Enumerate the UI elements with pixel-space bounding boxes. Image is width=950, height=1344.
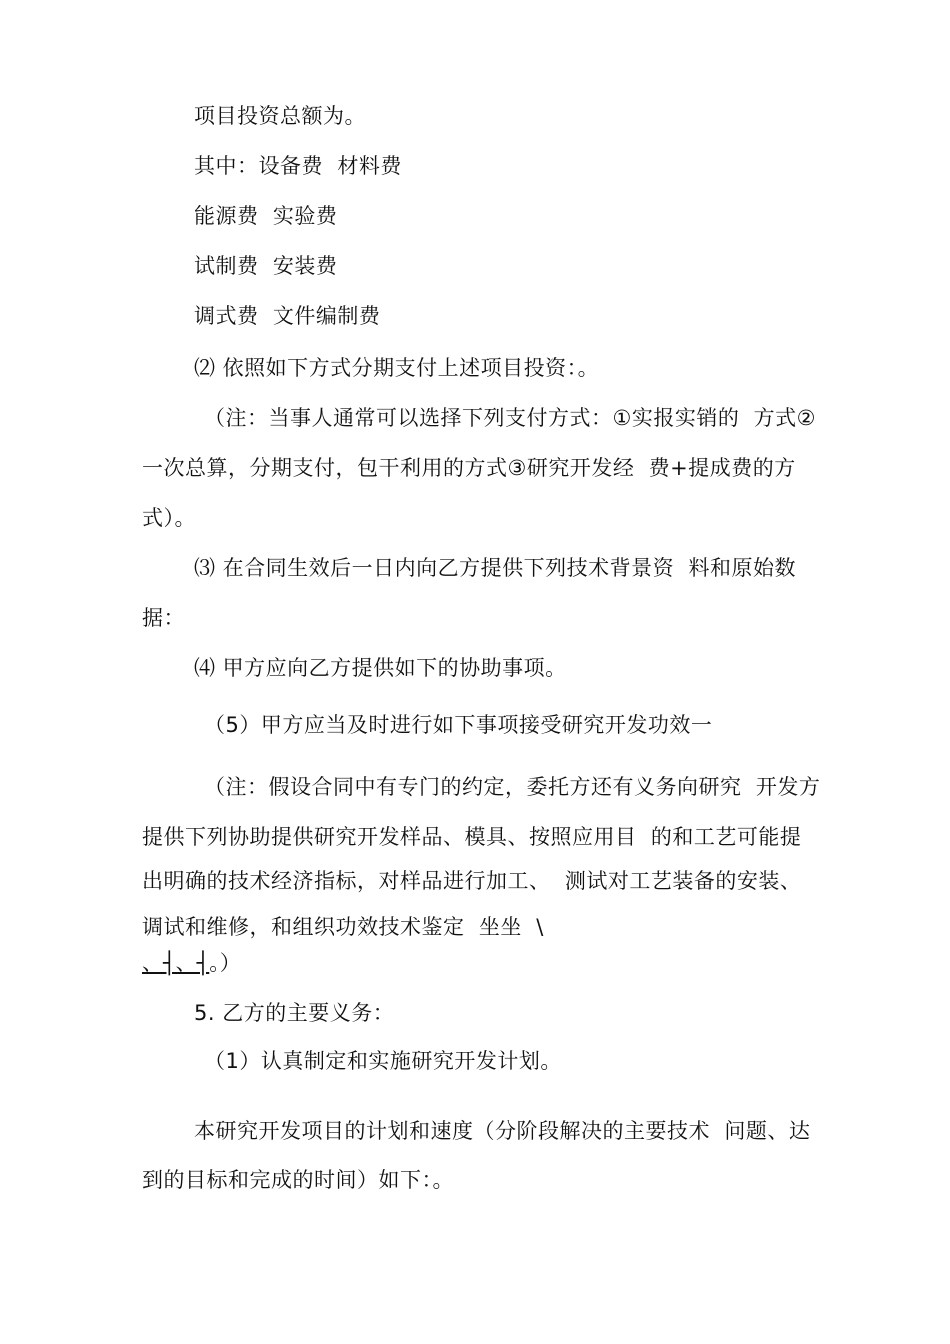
note-assistance-line-5 bbox=[142, 948, 241, 978]
note-assistance-line-4: 调试和维修，和组织功效技术鉴定 坐坐 \ bbox=[142, 915, 544, 939]
note-assistance-line-2: 提供下列协助提供研究开发样品、模具、按照应用目 的和工艺可能提 bbox=[142, 825, 802, 849]
note-payment-line-2: 一次总算，分期支付，包干利用的方式③研究开发经 费+提成费的方 bbox=[142, 456, 796, 480]
cost-line-trial-install: 试制费 安装费 bbox=[194, 254, 338, 278]
note-payment-line-3: 式）。 bbox=[142, 506, 196, 530]
clause-2-payment: ⑵ 依照如下方式分期支付上述项目投资：。 bbox=[194, 356, 600, 380]
clause-4-assistance: ⑷ 甲方应向乙方提供如下的协助事项。 bbox=[194, 656, 567, 680]
clause-3-materials-line-1: ⑶ 在合同生效后一日内向乙方提供下列技术背景资 料和原始数 bbox=[194, 556, 797, 580]
clause-3-materials-line-2: 据： bbox=[142, 606, 185, 630]
investment-total-line: 项目投资总额为。 bbox=[194, 104, 366, 128]
clause-5-acceptance: （5）甲方应当及时进行如下事项接受研究开发功效一 bbox=[204, 713, 713, 737]
note-assistance-line-3: 出明确的技术经济指标，对样品进行加工、 测试对工艺装备的安装、 bbox=[142, 869, 802, 893]
cost-line-equipment-material: 其中：设备费 材料费 bbox=[194, 154, 402, 178]
section-5-heading: 5. 乙方的主要义务： bbox=[194, 1001, 395, 1025]
plan-line-1: 本研究开发项目的计划和速度（分阶段解决的主要技术 问题、达 bbox=[194, 1119, 811, 1143]
plan-line-2: 到的目标和完成的时间）如下：。 bbox=[142, 1168, 454, 1192]
note-payment-line-1: （注：当事人通常可以选择下列支付方式：①实报实销的 方式② bbox=[204, 406, 817, 430]
party-b-duty-1: （1）认真制定和实施研究开发计划。 bbox=[204, 1049, 562, 1073]
strike-tail: 。） bbox=[209, 951, 241, 975]
cost-line-energy-experiment: 能源费 实验费 bbox=[194, 204, 338, 228]
strike-marks: 、┤、┤ bbox=[142, 951, 210, 975]
note-assistance-line-1: （注：假设合同中有专门的约定，委托方还有义务向研究 开发方 bbox=[204, 775, 821, 799]
cost-line-debug-docs: 调式费 文件编制费 bbox=[194, 304, 381, 328]
